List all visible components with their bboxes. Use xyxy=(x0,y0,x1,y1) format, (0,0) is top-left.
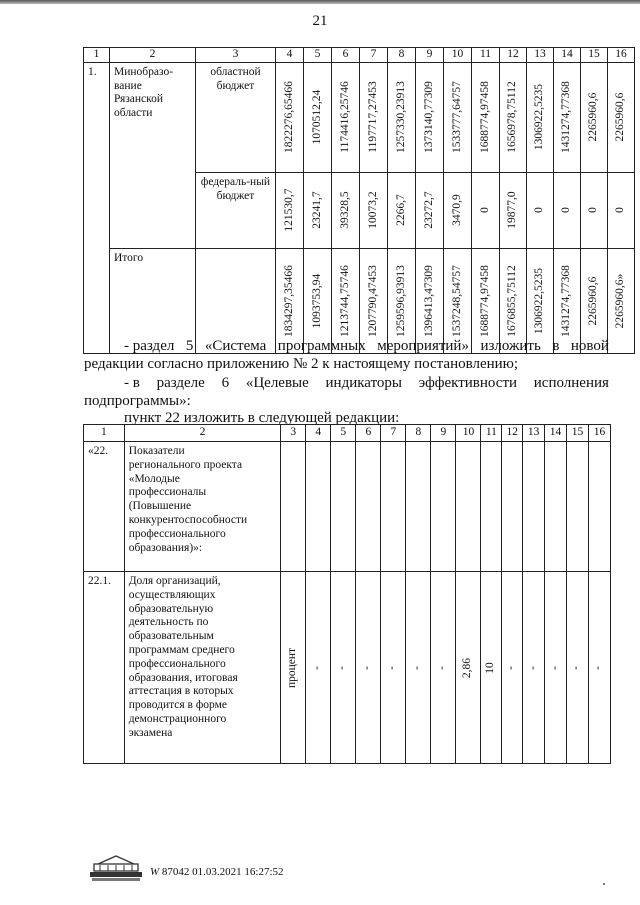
indicator-value-cell xyxy=(456,572,481,764)
row-number: 1. xyxy=(88,65,97,78)
name-line: образовательную xyxy=(128,602,214,615)
column-number: 14 xyxy=(561,48,573,60)
column-number-cell xyxy=(527,48,554,63)
column-number-cell xyxy=(581,48,608,63)
value-cell xyxy=(388,62,416,172)
word: «Целевые xyxy=(245,375,309,391)
word: мероприятий» xyxy=(377,338,469,354)
funding-value: 0 xyxy=(533,207,546,214)
table-row xyxy=(84,572,611,764)
column-number: 10 xyxy=(451,48,464,60)
organization-name: Минобразо-вание Рязанской области xyxy=(114,65,174,120)
indicator-name xyxy=(124,572,281,764)
funding-value: 0 xyxy=(478,207,491,214)
name-line: программам среднего xyxy=(128,643,235,656)
column-number-cell xyxy=(608,48,635,63)
word: «Система xyxy=(204,338,267,354)
name-line: образования)»: xyxy=(128,541,203,554)
column-number-cell xyxy=(281,425,306,442)
funding-value: 1431274,77368 xyxy=(560,81,573,154)
funding-value: 1537248,54757 xyxy=(450,264,463,337)
column-number-cell xyxy=(431,425,456,442)
indicator-value-cell xyxy=(567,572,589,764)
indicator-value-cell xyxy=(406,572,431,764)
funding-value: 1306922,5235 xyxy=(533,84,546,151)
funding-value: 121530,7 xyxy=(282,188,295,232)
funding-value: 0 xyxy=(560,207,573,214)
name-line: аттестация в которых xyxy=(128,685,234,698)
funding-table xyxy=(83,47,635,354)
funding-value: 1656978,75112 xyxy=(506,81,519,154)
column-number: 15 xyxy=(588,48,600,60)
value-cell xyxy=(472,62,500,172)
value-cell xyxy=(472,172,500,248)
funding-value: 2265960,6 xyxy=(614,92,627,142)
funding-value: 1306922,5235 xyxy=(533,267,546,334)
funding-value: 39328,5 xyxy=(338,191,351,229)
column-number: 6 xyxy=(365,426,372,439)
page-number: 21 xyxy=(312,13,328,29)
funding-value: 1533777,64757 xyxy=(450,81,463,154)
word: исполнения xyxy=(533,375,609,391)
funding-value: 1174416,25746 xyxy=(338,81,351,154)
column-number: 2 xyxy=(199,426,206,439)
value-cell xyxy=(360,62,388,172)
column-number: 8 xyxy=(415,426,422,439)
indicator-value-cell xyxy=(545,572,567,764)
row-number-cell xyxy=(84,572,125,764)
indicator-value-cell xyxy=(502,572,523,764)
value-cell xyxy=(500,62,527,172)
indicator-value-cell xyxy=(481,572,502,764)
column-number-cell xyxy=(196,48,276,63)
column-number: 1 xyxy=(93,48,100,60)
funding-value: 1093753,94 xyxy=(310,273,323,329)
column-number-cell xyxy=(481,425,502,442)
column-number-cell xyxy=(306,425,331,442)
empty-cell xyxy=(331,442,356,572)
empty-cell xyxy=(481,442,502,572)
column-number: 1 xyxy=(100,426,107,439)
column-number: 5 xyxy=(314,48,321,60)
column-number-cell xyxy=(276,48,304,63)
column-number: 4 xyxy=(286,48,293,60)
scan-speck xyxy=(603,883,605,885)
funding-value: 19877,0 xyxy=(506,191,519,229)
empty-cell xyxy=(588,442,610,572)
paragraph-section6 xyxy=(124,374,609,393)
column-number: 13 xyxy=(527,426,540,439)
column-number-cell xyxy=(588,425,610,442)
funding-value: 1396413,47309 xyxy=(422,264,435,337)
funding-value: 3470,9 xyxy=(450,194,463,227)
column-number: 11 xyxy=(485,426,497,439)
indicator-value-cell xyxy=(381,572,406,764)
column-number-cell xyxy=(545,425,567,442)
column-number: 3 xyxy=(232,48,239,60)
word: эффективности xyxy=(418,375,518,391)
column-number: 12 xyxy=(507,48,519,60)
column-number-cell xyxy=(304,48,332,63)
stamp-mark: W xyxy=(150,866,160,878)
value-cell xyxy=(608,62,635,172)
column-number-cell xyxy=(331,425,356,442)
column-number-cell xyxy=(567,425,589,442)
column-number-cell xyxy=(110,48,196,63)
indicators-table-header-row xyxy=(84,425,611,442)
column-number: 6 xyxy=(342,48,349,60)
value-cell xyxy=(388,172,416,248)
unit-cell xyxy=(281,572,306,764)
column-number-cell xyxy=(416,48,444,63)
funding-value: 2265960,6 xyxy=(587,92,600,142)
column-number: 3 xyxy=(290,426,297,439)
word: 5 xyxy=(185,338,194,354)
paragraph-section5-cont: редакции согласно приложению № 2 к настоящему постановлению; xyxy=(84,356,519,372)
column-number: 15 xyxy=(571,426,584,439)
paragraph-item22: пункт 22 изложить в следующей редакции: xyxy=(124,410,400,426)
indicator-value: - xyxy=(311,665,324,670)
empty-cell xyxy=(545,442,567,572)
value-cell xyxy=(581,172,608,248)
column-number-cell xyxy=(523,425,545,442)
value-cell xyxy=(527,62,554,172)
funding-value: 1257330,23913 xyxy=(394,81,407,154)
column-number: 16 xyxy=(593,426,606,439)
column-number-cell xyxy=(502,425,523,442)
empty-cell xyxy=(502,442,523,572)
name-line: профессионального xyxy=(128,527,226,540)
indicators-table xyxy=(83,424,611,764)
paragraph-section5 xyxy=(124,337,609,356)
column-number: 10 xyxy=(462,426,475,439)
empty-cell xyxy=(356,442,381,572)
name-line: профессионалы xyxy=(128,486,207,499)
column-number-cell xyxy=(381,425,406,442)
name-line: образования, итоговая xyxy=(128,671,238,684)
column-number-cell xyxy=(388,48,416,63)
name-line: «Молодые xyxy=(128,472,180,485)
word: в xyxy=(552,338,560,354)
funding-value: 1431274,77368 xyxy=(560,264,573,337)
indicator-value: 2,86 xyxy=(461,657,474,678)
name-line: экзамена xyxy=(128,726,173,739)
indicator-value-cell xyxy=(588,572,610,764)
value-cell xyxy=(416,62,444,172)
column-number: 14 xyxy=(549,426,562,439)
funding-value: 1259596,93913 xyxy=(394,264,407,337)
column-number-cell xyxy=(456,425,481,442)
funding-source-cell xyxy=(196,62,276,172)
column-number: 7 xyxy=(390,426,397,439)
value-cell xyxy=(416,172,444,248)
column-number: 5 xyxy=(340,426,347,439)
indicator-value-cell xyxy=(356,572,381,764)
column-number: 8 xyxy=(398,48,405,60)
indicator-value: - xyxy=(570,665,583,670)
value-cell xyxy=(304,172,332,248)
indicator-value: 10 xyxy=(484,661,497,674)
funding-value: 0 xyxy=(587,207,600,214)
word: новой xyxy=(570,338,609,354)
value-cell xyxy=(500,172,527,248)
column-number: 12 xyxy=(506,426,518,439)
name-line: Доля организаций, xyxy=(128,575,221,587)
empty-cell xyxy=(431,442,456,572)
name-line: Показатели xyxy=(128,445,185,457)
column-number-cell xyxy=(472,48,500,63)
legal-portal-logo xyxy=(88,853,144,883)
funding-value: 23272,7 xyxy=(422,191,435,229)
funding-source: федераль-ный бюджет xyxy=(200,175,271,202)
table-row xyxy=(84,62,635,172)
value-cell xyxy=(608,248,635,353)
column-number-cell xyxy=(406,425,431,442)
indicator-value: - xyxy=(361,665,374,670)
empty-cell xyxy=(281,442,306,572)
value-cell xyxy=(332,172,360,248)
value-cell xyxy=(276,62,304,172)
empty-cell xyxy=(567,442,589,572)
value-cell xyxy=(608,172,635,248)
empty-cell xyxy=(406,442,431,572)
indicator-group-name xyxy=(124,442,281,572)
name-line: осуществляющих xyxy=(128,588,216,601)
empty-cell xyxy=(456,442,481,572)
indicator-value: - xyxy=(336,665,349,670)
indicator-value: - xyxy=(436,665,449,670)
row-number: 22.1. xyxy=(88,575,111,587)
funding-value: 1197717,27453 xyxy=(366,81,379,154)
column-number: 2 xyxy=(149,48,156,60)
unit-label: процент xyxy=(286,647,299,688)
organization-cell xyxy=(110,62,196,248)
funding-value: 1207790,47453 xyxy=(366,264,379,337)
row-number-cell xyxy=(84,442,125,572)
column-number: 9 xyxy=(426,48,433,60)
name-line: демонстрационного xyxy=(128,712,227,725)
funding-value: 2265960,6 xyxy=(587,276,600,326)
value-cell xyxy=(276,172,304,248)
value-cell xyxy=(444,62,472,172)
value-cell xyxy=(332,62,360,172)
funding-value: 0 xyxy=(614,207,627,214)
registration-stamp xyxy=(150,866,284,878)
word: - раздел xyxy=(124,338,175,354)
funding-table-header-row xyxy=(84,48,635,63)
value-cell xyxy=(304,62,332,172)
indicator-value-cell xyxy=(431,572,456,764)
indicator-value: - xyxy=(592,665,605,670)
funding-value: 2265960,6» xyxy=(614,273,627,329)
name-line: проводится в форме xyxy=(128,699,228,712)
word: программных xyxy=(277,338,366,354)
column-number: 13 xyxy=(534,48,546,60)
column-number-cell xyxy=(554,48,581,63)
column-number: 16 xyxy=(615,48,627,60)
column-number-cell xyxy=(444,48,472,63)
row-number-cell xyxy=(84,62,110,353)
column-number-cell xyxy=(332,48,360,63)
indicator-value: - xyxy=(505,665,518,670)
scan-top-edge xyxy=(0,0,640,4)
column-number: 11 xyxy=(479,48,492,60)
indicator-value: - xyxy=(411,665,424,670)
empty-cell xyxy=(523,442,545,572)
indicator-value-cell xyxy=(306,572,331,764)
funding-value: 1373140,77309 xyxy=(422,81,435,154)
funding-source: областной бюджет xyxy=(210,65,261,92)
stamp-text: 87042 01.03.2021 16:27:52 xyxy=(161,866,284,878)
funding-value: 1822276,65466 xyxy=(282,81,295,154)
indicator-value-cell xyxy=(331,572,356,764)
name-line: образовательным xyxy=(128,630,214,643)
funding-value: 1688774,97458 xyxy=(478,81,491,154)
column-number-cell xyxy=(360,48,388,63)
indicator-value: - xyxy=(548,665,561,670)
funding-value: 1688774,97458 xyxy=(478,264,491,337)
name-line: конкурентоспособности xyxy=(128,513,248,526)
name-line: профессионального xyxy=(128,657,226,670)
column-number-cell xyxy=(356,425,381,442)
value-cell xyxy=(581,62,608,172)
funding-value: 1213744,75746 xyxy=(338,264,351,337)
funding-value: 1070512,24 xyxy=(310,89,323,145)
empty-cell xyxy=(381,442,406,572)
column-number-cell xyxy=(500,48,527,63)
column-number-cell xyxy=(84,48,110,63)
funding-source-cell xyxy=(196,172,276,248)
empty-cell xyxy=(306,442,331,572)
funding-value: 23241,7 xyxy=(310,191,323,229)
value-cell xyxy=(444,172,472,248)
word: 6 xyxy=(221,375,230,391)
indicator-value: - xyxy=(526,665,539,670)
column-number: 7 xyxy=(370,48,377,60)
funding-value: 1834297,35466 xyxy=(282,264,295,337)
column-number: 9 xyxy=(440,426,447,439)
column-number-cell xyxy=(84,425,125,442)
column-number-cell xyxy=(124,425,281,442)
funding-value: 1676855,75112 xyxy=(506,265,519,337)
row-number: «22. xyxy=(88,445,109,457)
name-line: регионального проекта xyxy=(128,458,243,471)
table-row xyxy=(84,442,611,572)
column-number: 4 xyxy=(315,426,322,439)
name-line: деятельность по xyxy=(128,616,209,629)
funding-value: 10073,2 xyxy=(366,191,379,229)
value-cell xyxy=(554,172,581,248)
indicator-value-cell xyxy=(523,572,545,764)
value-cell xyxy=(554,62,581,172)
value-cell xyxy=(527,172,554,248)
funding-value: 2266,7 xyxy=(394,194,407,227)
paragraph-section6-cont: подпрограммы»: xyxy=(84,393,191,409)
word: изложить xyxy=(480,338,541,354)
indicator-value: - xyxy=(386,665,399,670)
word: - в xyxy=(124,375,140,391)
value-cell xyxy=(360,172,388,248)
word: разделе xyxy=(156,375,205,391)
word: индикаторы xyxy=(325,375,403,391)
total-label: Итого xyxy=(114,251,144,264)
name-line: (Повышение xyxy=(128,500,192,513)
